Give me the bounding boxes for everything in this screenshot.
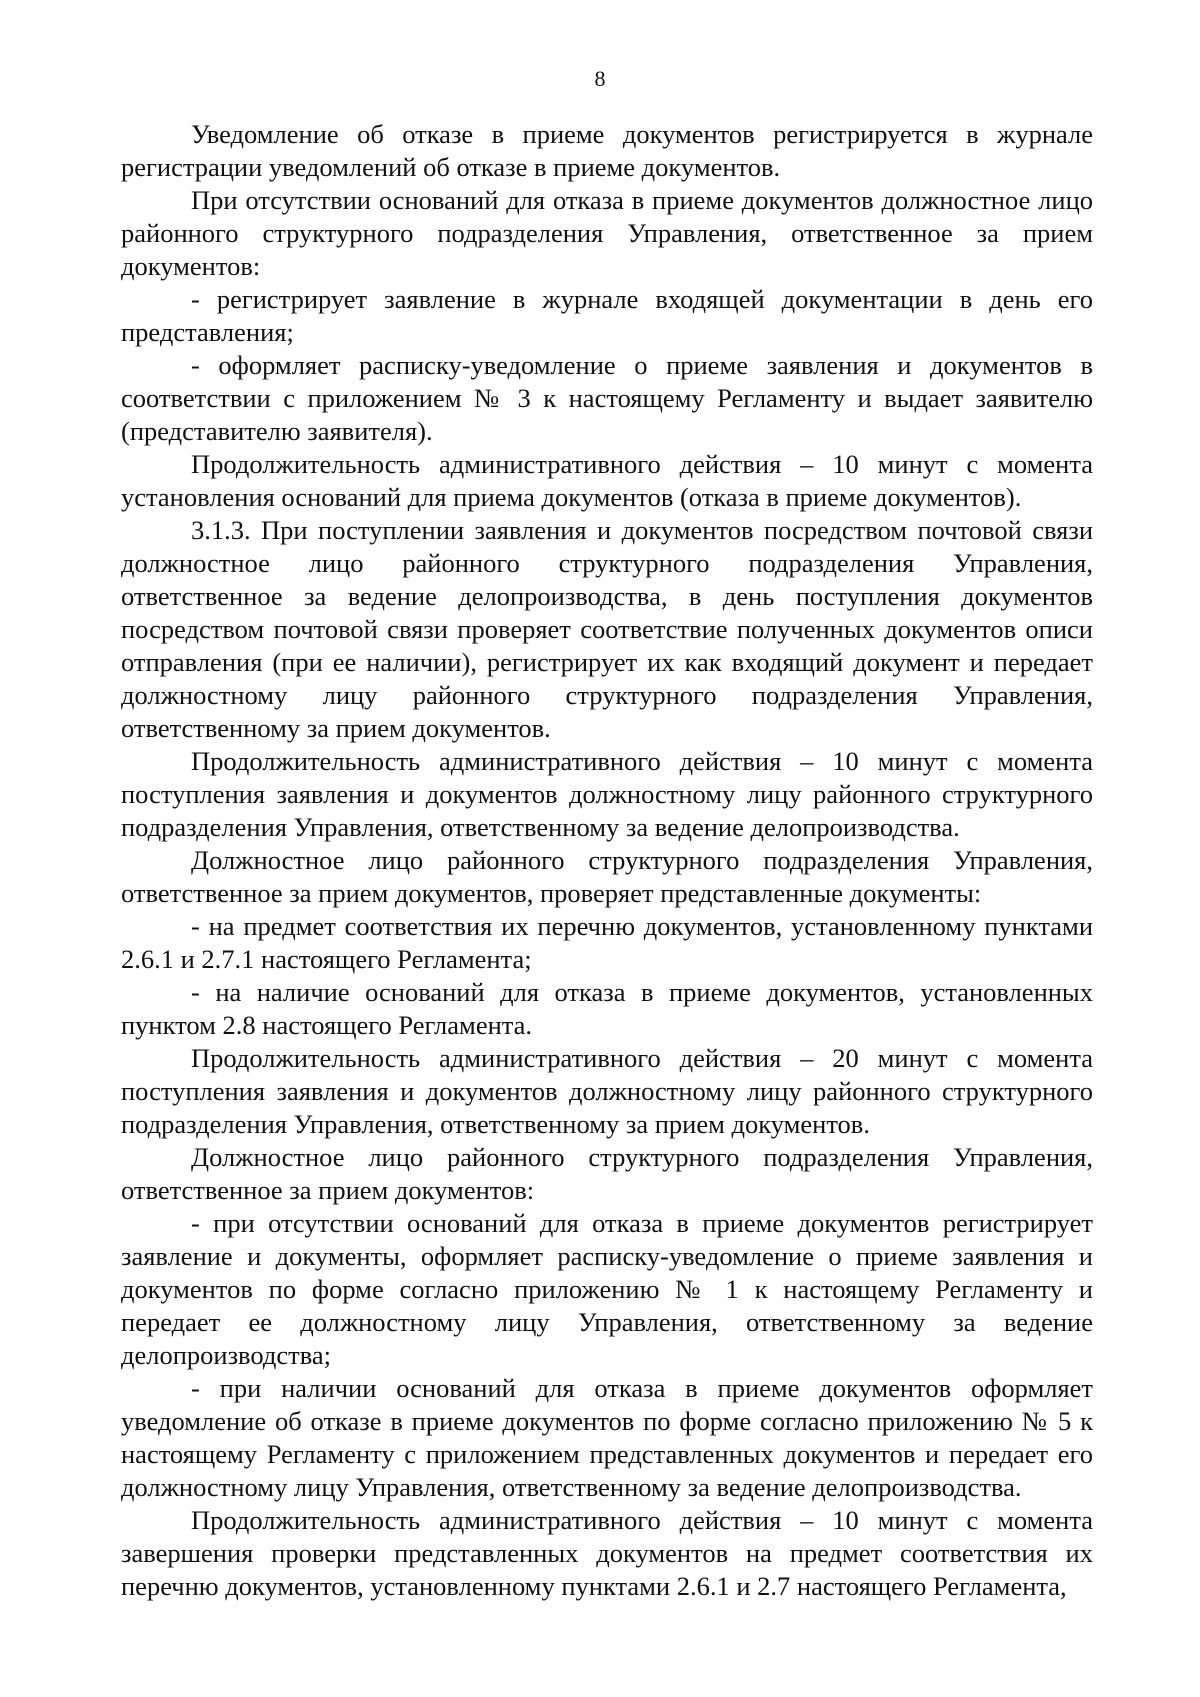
document-body — [121, 118, 1093, 1603]
paragraph: Должностное лицо районного структурного подразделения Управления, ответственное за прием документов: — [121, 1142, 1093, 1205]
paragraph: Должностное лицо районного структурного подразделения Управления, ответственное за прием документов, проверяет представленные документы: — [121, 845, 1093, 908]
paragraph: Продолжительность административного действия – 10 минут с момента установления оснований для приема документов (отказа в приеме документов). — [121, 449, 1093, 512]
paragraph: Продолжительность административного действия – 20 минут с момента поступления заявления и документов должностному лицу районного структурного подразделения Управления, ответственному за прием документов. — [121, 1043, 1093, 1139]
paragraph: Продолжительность административного действия – 10 минут с момента поступления заявления и документов должностному лицу районного структурного подразделения Управления, ответственному за ведение делопроизводства. — [121, 746, 1093, 842]
paragraph: Уведомление об отказе в приеме документов регистрируется в журнале регистрации уведомлений об отказе в приеме документов. — [121, 119, 1093, 182]
list-item: - при наличии оснований для отказа в приеме документов оформляет уведомление об отказе в приеме документов по форме согласно приложению № 5 к настоящему Регламенту с приложением представленных документов и передает его должностному лицу Управления, ответственному за ведение делопроизводства. — [121, 1373, 1093, 1502]
page-number: 8 — [594, 66, 606, 91]
paragraph: При отсутствии оснований для отказа в приеме документов должностное лицо районного структурного подразделения Управления, ответственное за прием документов: — [121, 185, 1093, 281]
list-item: - при отсутствии оснований для отказа в приеме документов регистрирует заявление и документы, оформляет расписку-уведомление о приеме заявления и документов по форме согласно приложению № 1 к настоящему Регламенту и передает ее должностному лицу Управления, ответственному за ведение делопроизводства; — [121, 1208, 1093, 1370]
list-item: - оформляет расписку-уведомление о приеме заявления и документов в соответствии с приложением № 3 к настоящему Регламенту и выдает заявителю (представителю заявителя). — [121, 350, 1093, 446]
section-paragraph: 3.1.3. При поступлении заявления и документов посредством почтовой связи должностное лицо районного структурного подразделения Управления, ответственное за ведение делопроизводства, в день поступления документов посредством почтовой связи проверяет соответствие полученных документов описи отправления (при ее наличии), регистрирует их как входящий документ и передает должностному лицу районного структурного подразделения Управления, ответственному за прием документов. — [121, 515, 1093, 743]
list-item: - регистрирует заявление в журнале входящей документации в день его представления; — [121, 284, 1093, 347]
paragraph: Продолжительность административного действия – 10 минут с момента завершения проверки представленных документов на предмет соответствия их перечню документов, установленному пунктами 2.6.1 и 2.7 настоящего Регламента, — [121, 1505, 1093, 1601]
list-item: - на предмет соответствия их перечню документов, установленному пунктами 2.6.1 и 2.7.1 настоящего Регламента; — [121, 911, 1093, 974]
list-item: - на наличие оснований для отказа в приеме документов, установленных пунктом 2.8 настоящего Регламента. — [121, 977, 1093, 1040]
